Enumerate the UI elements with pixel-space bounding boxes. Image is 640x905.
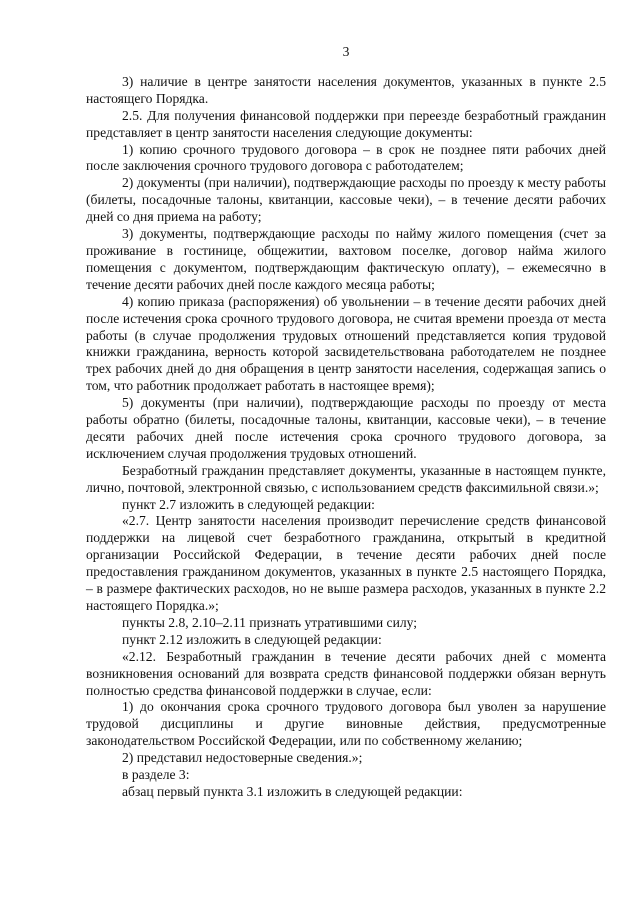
paragraph-9: пункт 2.7 изложить в следующей редакции: [122, 496, 375, 512]
paragraph-12: пункт 2.12 изложить в следующей редакции: [122, 631, 382, 647]
paragraph-5: 3) документы, подтверждающие расходы по найму жилого помещения (счет за проживание в гостинице, общежитии, вахтовом поселке, договор найма жилого помещения с документом, подтверждающим фактическую оплату), – ежемесячно в течение десяти рабочих дней после каждого месяца работы; [86, 226, 606, 292]
paragraph-8: Безработный гражданин представляет документы, указанные в настоящем пункте, лично, почтовой, электронной связью, с использованием средств факсимильной связи.»; [86, 462, 606, 495]
paragraph-15: 2) представил недостоверные сведения.»; [122, 750, 363, 766]
paragraph-14: 1) до окончания срока срочного трудового договора был уволен за нарушение трудовой дисциплины и другие виновные действия, предусмотренные законодательством Российской Федерации, или по собственному желанию; [86, 699, 606, 749]
paragraph-11: пункты 2.8, 2.10–2.11 признать утратившими силу; [122, 614, 418, 630]
paragraph-2: 2.5. Для получения финансовой поддержки при переезде безработный гражданин представляет в центр занятости населения следующие документы: [86, 107, 606, 140]
paragraph-1: 3) наличие в центре занятости населения документов, указанных в пункте 2.5 настоящего Порядка. [86, 73, 606, 106]
paragraph-10: «2.7. Центр занятости населения производит перечисление средств финансовой поддержки на лицевой счет безработного гражданина, открытый в кредитной организации Российской Федерации, в течение десяти рабочих дней после предоставления гражданином документов, указанных в пункте 2.5 настоящего Порядка, – в размере фактических расходов, но не выше размера расходов, указанных в пункте 2.2 настоящего Порядка.»; [86, 513, 606, 613]
paragraph-3: 1) копию срочного трудового договора – в срок не позднее пяти рабочих дней после заключения срочного трудового договора с работодателем; [86, 141, 606, 174]
paragraph-4: 2) документы (при наличии), подтверждающие расходы по проезду к месту работы (билеты, посадочные талоны, квитанции, кассовые чеки), – в течение десяти рабочих дней со дня приема на работу; [86, 175, 606, 225]
paragraph-6: 4) копию приказа (распоряжения) об увольнении – в течение десяти рабочих дней после истечения срока срочного трудового договора, не считая времени проезда от места работы (в случае продолжения трудовых отношений представляется копия трудовой книжки гражданина, верность которой засвидетельствована работодателем не позднее трех рабочих дней до дня обращения в центр занятости населения, содержащая запись о том, что работник продолжает работать в настоящее время); [86, 293, 606, 394]
paragraph-17: абзац первый пункта 3.1 изложить в следующей редакции: [122, 783, 463, 799]
paragraph-7: 5) документы (при наличии), подтверждающие расходы по проезду от места работы обратно (билеты, посадочные талоны, квитанции, кассовые чеки), – в течение десяти рабочих дней после истечения срока срочного трудового договора, за исключением случая продолжения трудовых отношений. [86, 395, 606, 461]
page-number: 3 [342, 44, 350, 59]
paragraph-13: «2.12. Безработный гражданин в течение десяти рабочих дней с момента возникновения оснований для возврата средств финансовой поддержки обязан вернуть полностью средства финансовой поддержки в случае, если: [86, 648, 606, 698]
paragraph-16: в разделе 3: [122, 767, 190, 783]
